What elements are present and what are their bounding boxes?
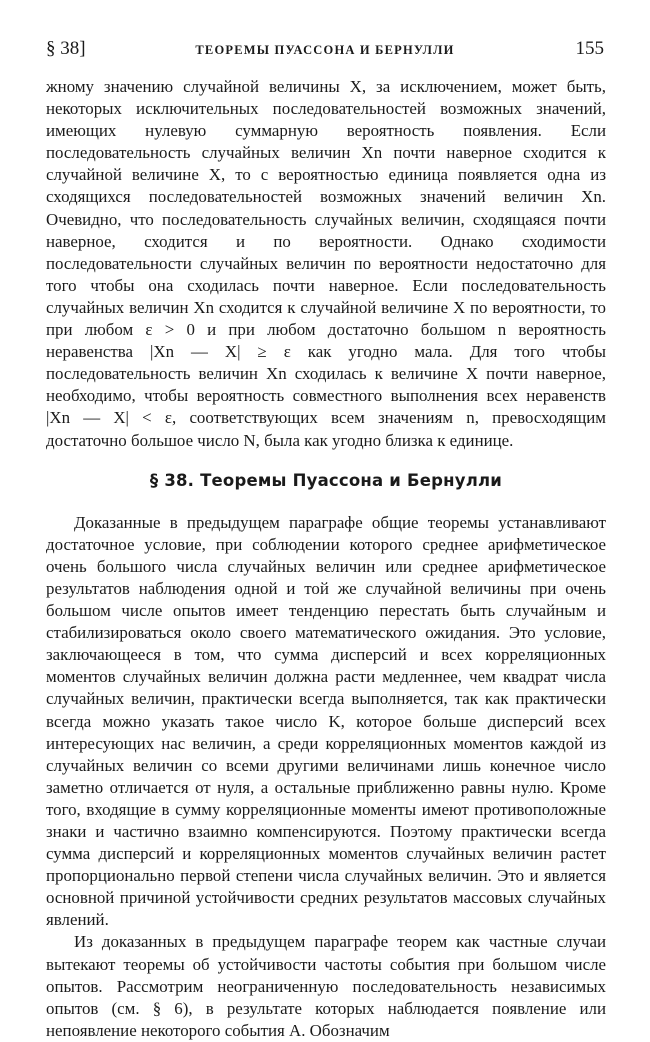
- paragraph-continued: жному значению случайной величины X, за исключением, может быть, некоторых исключительных последовательностей возможных значений, имеющих нулевую суммарную вероятность появления. Если последовательность случайных величин Xn почти наверное сходится к случайной величине X, то с вероятностью единица появляется одна из сходящихся последовательностей возможных значений величин Xn. Очевидно, что последовательность случайных величин, сходящаяся почти наверное, сходится и по вероятности. Однако сходимости последовательности случайных величин по вероятности недостаточно для того чтобы она сходилась почти наверное. Если последовательность случайных величин Xn сходится к случайной величине X по вероятности, то при любом ε > 0 и при любом достаточно большом n вероятность неравенства |Xn — X| ≥ ε как угодно мала. Для того чтобы последовательность величин Xn сходилась к величине X почти наверное, необходимо, чтобы вероятность совместного выполнения всех неравенств |Xn — X| < ε, соответствующих всем значениям n, превосходящим достаточно большое число N, была как угодно близка к единице.: [46, 77, 606, 450]
- page-body: [46, 76, 606, 1042]
- section-reference: § 38]: [46, 38, 86, 59]
- section-heading: § 38. Теоремы Пуассона и Бернулли: [149, 470, 503, 490]
- running-head: [46, 38, 604, 64]
- paragraph: Доказанные в предыдущем параграфе общие теоремы устанавливают достаточное условие, при соблюдении которого среднее арифметическое очень большого числа случайных величин или среднее арифметическое результатов наблюдения одной и той же случайной величины при очень большом числе опытов имеет тенденцию перестать быть случайным и стабилизироваться около своего математического ожидания. Это условие, заключающееся в том, что сумма дисперсий и всех корреляционных моментов случайных величин должна расти медленнее, чем квадрат числа случайных величин, практически всегда выполняется, так как практически всегда можно указать такое число K, которое больше дисперсий всех интересующих нас величин, а среди корреляционных моментов каждой из случайных величин со всеми другими величинами лишь конечное число заметно отличается от нуля, а остальные приближенно равны нулю. Кроме того, входящие в сумму корреляционные моменты имеют противоположные знаки и частично взаимно компенсируются. Поэтому практически всегда сумма дисперсий и корреляционных моментов случайных величин растет пропорционально первой степени числа случайных величин. Это и является основной причиной устойчивости средних результатов массовых случайных явлений.: [46, 512, 606, 930]
- running-title: ТЕОРЕМЫ ПУАССОНА И БЕРНУЛЛИ: [195, 43, 455, 57]
- paragraph: Из доказанных в предыдущем параграфе теорем как частные случаи вытекают теоремы об устойчивости частоты события при большом числе опытов. Рассмотрим неограниченную последовательность независимых опытов (см. § 6), в результате которых наблюдается появление или непоявление некоторого события A. Обозначим: [46, 932, 606, 1040]
- page-number: 155: [575, 38, 604, 59]
